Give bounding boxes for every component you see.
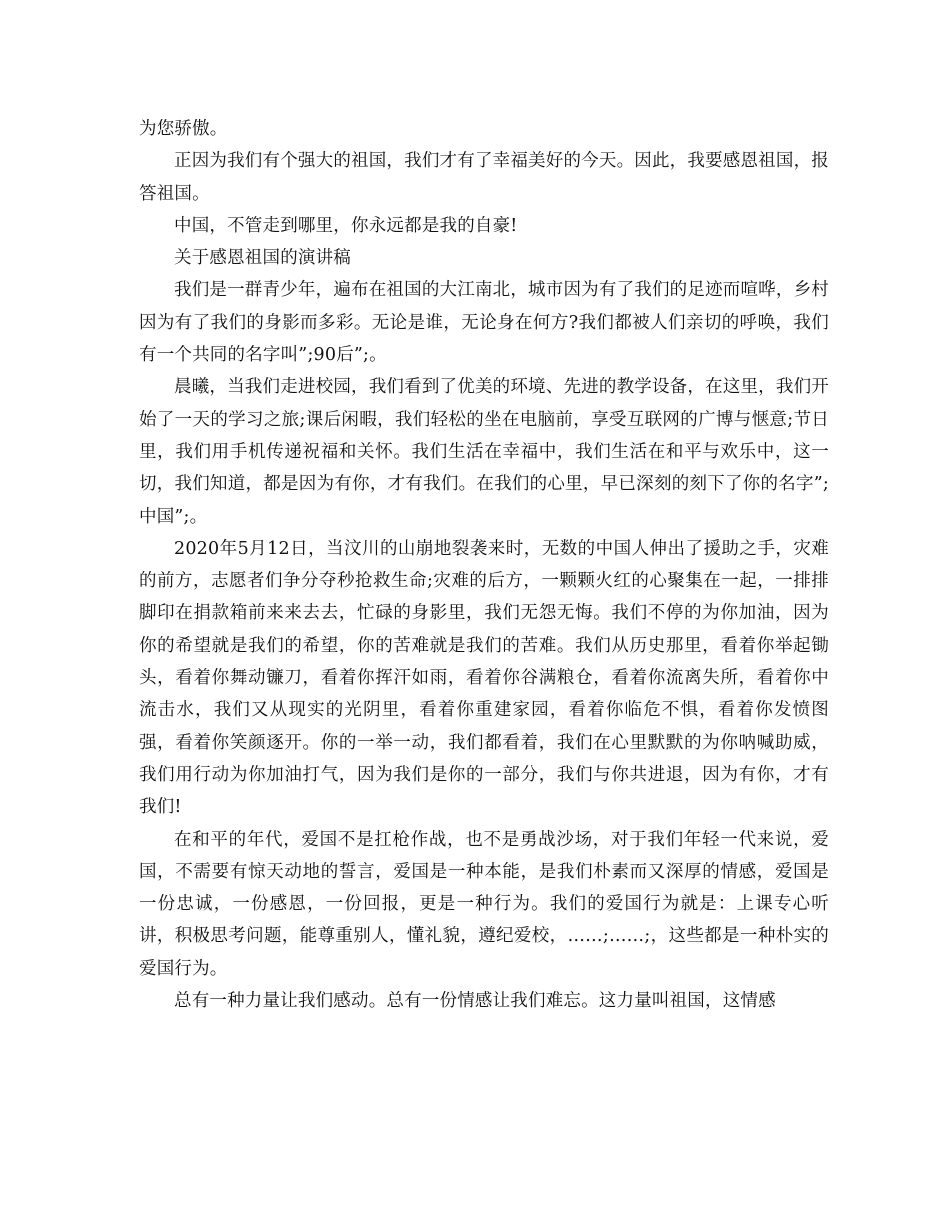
document-body xyxy=(139,113,829,1017)
paragraph-8: 在和平的年代，爱国不是扛枪作战，也不是勇战沙场，对于我们年轻一代来说，爱国，不需要有惊天动地的誓言，爱国是一种本能，是我们朴素而又深厚的情感，爱国是一份忠诚，一份感恩，一份回报，更是一种行为。我们的爱国行为就是：上课专心听讲，积极思考问题，能尊重别人，懂礼貌，遵纪爱校，……;……;，这些都是一种朴实的爱国行为。 xyxy=(139,829,829,979)
paragraph-6: 晨曦，当我们走进校园，我们看到了优美的环境、先进的教学设备，在这里，我们开始了一天的学习之旅;课后闲暇，我们轻松的坐在电脑前，享受互联网的广博与惬意;节日里，我们用手机传递祝福和关怀。我们生活在幸福中，我们生活在和平与欢乐中，这一切，我们知道，都是因为有你，才有我们。在我们的心里，早已深刻的刻下了你的名字”;中国”;。 xyxy=(139,377,829,527)
section-heading: 关于感恩祖国的演讲稿 xyxy=(174,248,351,269)
paragraph-7: 2020年5月12日，当汶川的山崩地裂袭来时，无数的中国人伸出了援助之手，灾难的前方，志愿者们争分夺秒抢救生命;灾难的后方，一颗颗火红的心聚集在一起，一排排脚印在捐款箱前来来去去，忙碌的身影里，我们无怨无悔。我们不停的为你加油，因为你的希望就是我们的希望，你的苦难就是我们的苦难。我们从历史那里，看着你举起锄头，看着你舞动镰刀，看着你挥汗如雨，看着你谷满粮仓，看着你流离失所，看着你中流击水，我们又从现实的光阴里，看着你重建家园，看着你临危不惧，看着你发愤图强，看着你笑颜逐开。你的一举一动，我们都看着，我们在心里默默的为你呐喊助威，我们用行动为你加油打气，因为我们是你的一部分，我们与你共进退，因为有你，才有我们! xyxy=(139,538,829,818)
paragraph-2: 正因为我们有个强大的祖国，我们才有了幸福美好的今天。因此，我要感恩祖国，报答祖国。 xyxy=(139,151,829,204)
paragraph-9: 总有一种力量让我们感动。总有一份情感让我们难忘。这力量叫祖国，这情感 xyxy=(174,991,776,1012)
paragraph-3: 中国，不管走到哪里，你永远都是我的自豪! xyxy=(174,215,518,236)
paragraph-5: 我们是一群青少年，遍布在祖国的大江南北，城市因为有了我们的足迹而喧哗，乡村因为有了我们的身影而多彩。无论是谁，无论身在何方?我们都被人们亲切的呼唤，我们有一个共同的名字叫”;90后”;。 xyxy=(139,280,829,366)
paragraph-1: 为您骄傲。 xyxy=(139,119,228,139)
